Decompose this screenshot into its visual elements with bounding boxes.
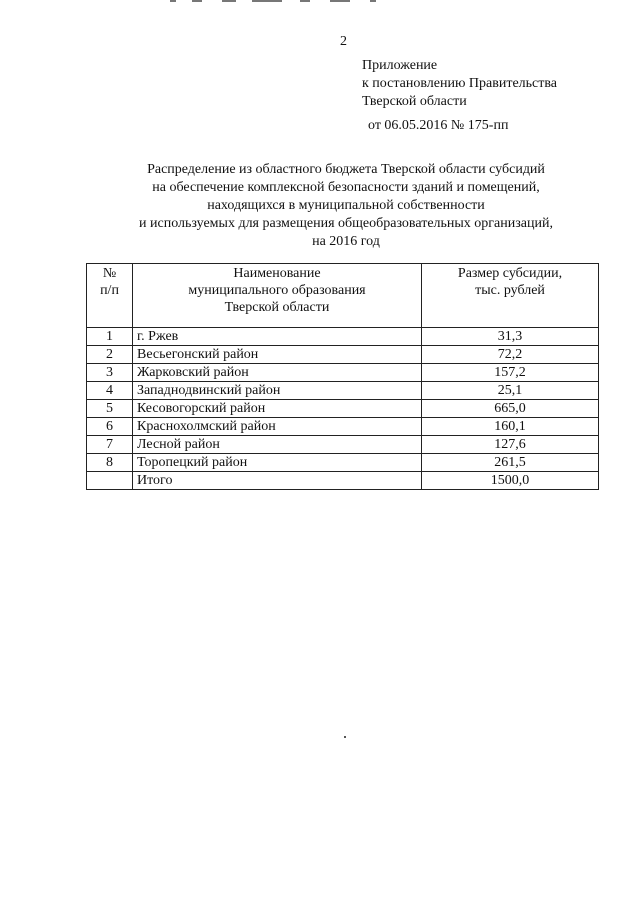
table-header-row [87,264,599,328]
table-row [87,418,599,436]
row-amount: 31,3 [422,328,599,346]
title-line: находящихся в муниципальной собственности [207,198,485,213]
table-row [87,328,599,346]
row-municipality: Торопецкий район [133,454,422,472]
row-municipality: Весьегонский район [133,346,422,364]
row-amount: 72,2 [422,346,599,364]
header-text: муниципального образования [188,283,366,298]
table-row [87,454,599,472]
row-number: 1 [87,328,133,346]
row-number: 7 [87,436,133,454]
page-number: 2 [340,34,347,49]
appendix-date: от 06.05.2016 № 175-пп [368,118,509,133]
row-number: 5 [87,400,133,418]
row-amount: 25,1 [422,382,599,400]
table-row [87,382,599,400]
total-number-empty [87,472,133,490]
table-row [87,364,599,382]
total-label: Итого [133,472,422,490]
appendix-line: Тверской области [362,94,467,109]
row-number: 4 [87,382,133,400]
header-text: Тверской области [224,300,330,315]
table-row [87,346,599,364]
scan-artifact-marks [170,0,410,3]
row-amount: 665,0 [422,400,599,418]
total-amount: 1500,0 [422,472,599,490]
table-row [87,400,599,418]
header-text: п/п [100,283,119,298]
row-municipality: г. Ржев [133,328,422,346]
appendix-header [362,57,557,111]
document-title [96,161,596,251]
header-municipality [133,264,422,328]
appendix-line: Приложение [362,58,438,73]
header-text: тыс. рублей [475,283,545,298]
appendix-line: к постановлению Правительства [362,76,558,91]
row-number: 6 [87,418,133,436]
scan-dot [344,736,346,738]
row-number: 3 [87,364,133,382]
header-subsidy-amount [422,264,599,328]
title-line: и используемых для размещения общеобразовательных организаций, [139,216,553,231]
row-municipality: Западнодвинский район [133,382,422,400]
title-line: на обеспечение комплексной безопасности зданий и помещений, [152,180,540,195]
row-amount: 157,2 [422,364,599,382]
header-number [87,264,133,328]
row-municipality: Лесной район [133,436,422,454]
header-text: Наименование [233,266,321,281]
title-line: Распределение из областного бюджета Тверской области субсидий [147,162,545,177]
row-number: 8 [87,454,133,472]
row-municipality: Кесовогорский район [133,400,422,418]
header-text: Размер субсидии, [457,266,563,281]
row-amount: 127,6 [422,436,599,454]
title-line: на 2016 год [312,234,380,249]
table-row [87,436,599,454]
row-amount: 261,5 [422,454,599,472]
subsidy-table [86,263,599,490]
row-municipality: Жарковский район [133,364,422,382]
row-amount: 160,1 [422,418,599,436]
row-number: 2 [87,346,133,364]
header-text: № [102,266,117,281]
row-municipality: Краснохолмский район [133,418,422,436]
table-total-row [87,472,599,490]
